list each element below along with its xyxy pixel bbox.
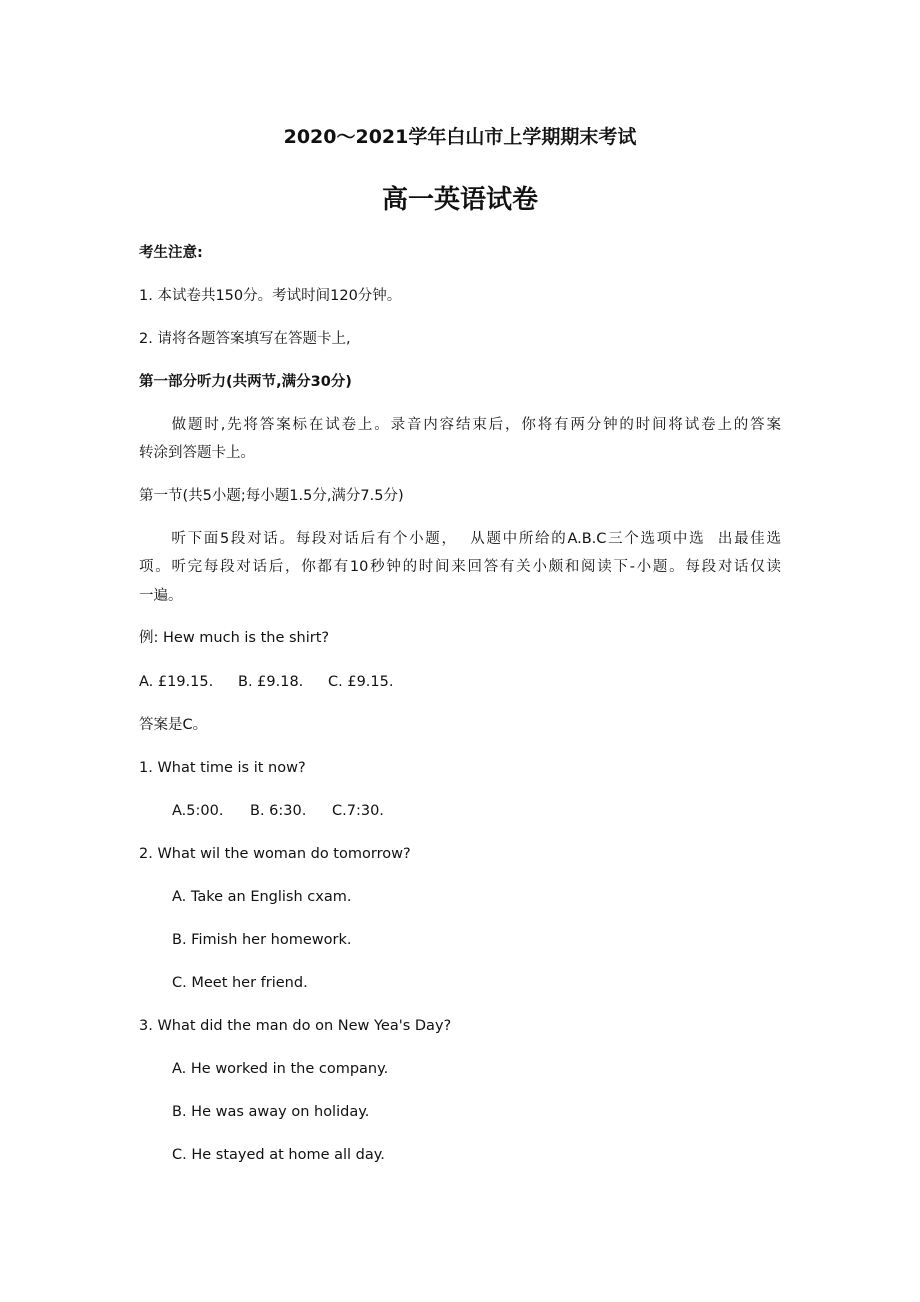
example-question: 例: Hew much is the shirt? — [139, 630, 330, 646]
question-2: 2. What wil the woman do tomorrow? — [139, 846, 411, 862]
question-2-option: A. Take an English cxam. — [172, 889, 352, 905]
example-answer: 答案是C。 — [139, 717, 208, 733]
question-3-option: A. He worked in the company. — [172, 1061, 389, 1077]
question-1-option: B. 6:30. — [250, 803, 307, 819]
question-1: 1. What time is it now? — [139, 760, 306, 776]
question-2-option: B. Fimish her homework. — [172, 932, 352, 948]
example-option: A. £19.15. — [139, 674, 214, 690]
example-option: B. £9.18. — [238, 674, 304, 690]
example-option: C. £9.15. — [328, 674, 394, 690]
question-3: 3. What did the man do on New Yea's Day? — [139, 1018, 452, 1034]
section1-heading: 第一节(共5小题;每小题1.5分,满分7.5分) — [139, 488, 404, 504]
exam-title: 2020～2021学年白山市上学期期末考试 — [283, 126, 637, 148]
section1-instruction-line: 项。听完每段对话后，你都有10秒钟的时间来回答有关小颇和阅读下-小题。每段对话仅读 — [139, 559, 781, 575]
section1-instruction-line: 一遍。 — [139, 588, 183, 604]
part1-intro-line: 转涂到答题卡上。 — [139, 445, 255, 461]
part1-intro-line: 做题时,先将答案标在试卷上。录音内容结束后，你将有两分钟的时间将试卷上的答案 — [139, 417, 781, 433]
question-3-option: C. He stayed at home all day. — [172, 1147, 385, 1163]
notice-heading: 考生注意: — [139, 245, 203, 261]
part1-heading: 第一部分听力(共两节,满分30分) — [139, 374, 352, 390]
question-1-option: C.7:30. — [332, 803, 384, 819]
section1-instruction-line: 听下面5段对话。每段对话后有个小题， 从题中所给的A.B.C三个选项中选 出最佳选 — [139, 531, 781, 547]
exam-subtitle: 高一英语试卷 — [381, 185, 538, 215]
notice-item: 1. 本试卷共150分。考试时间120分钟。 — [139, 288, 402, 304]
question-3-option: B. He was away on holiday. — [172, 1104, 370, 1120]
question-1-option: A.5:00. — [172, 803, 224, 819]
question-2-option: C. Meet her friend. — [172, 975, 308, 991]
notice-item: 2. 请将各题答案填写在答题卡上, — [139, 331, 351, 347]
